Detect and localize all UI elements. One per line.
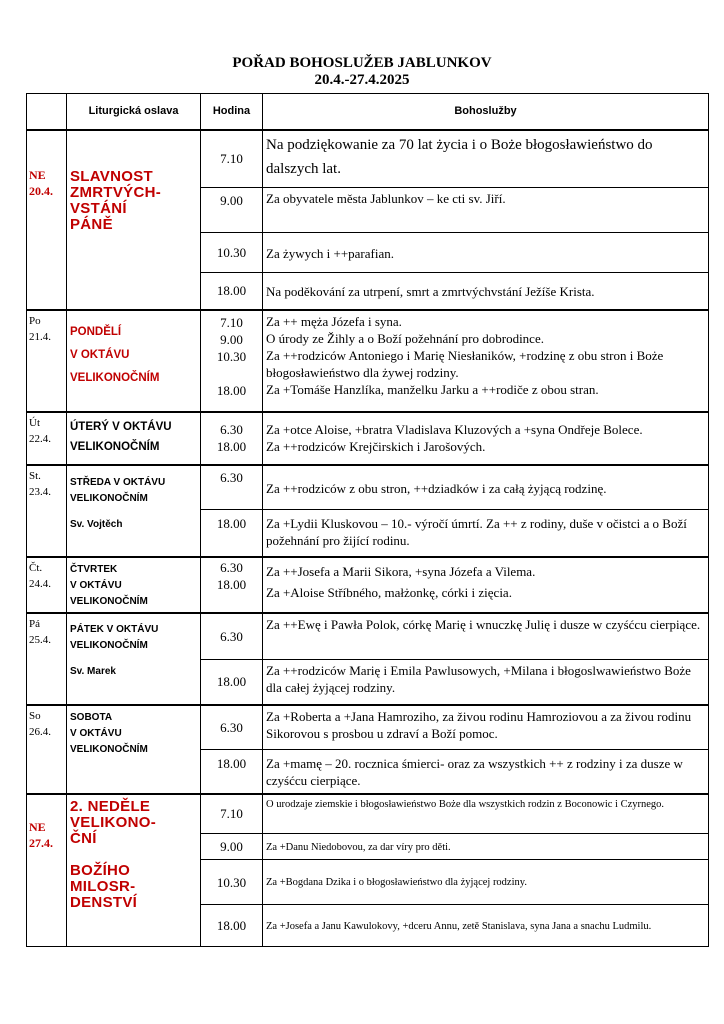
day-cell	[27, 794, 67, 947]
day-date: 26.4.	[29, 725, 51, 738]
feast-cell	[67, 613, 201, 705]
feast-line: ZMRTVÝCH-	[70, 183, 162, 201]
mass-intention: Za +Lydii Kluskovou – 10.- výročí úmrtí. Za ++ z rodiny, duše v očistci a o Boží požehnání pro žijící rodinu.	[263, 510, 709, 557]
table-row	[27, 557, 709, 613]
mass-time: 7.10	[201, 794, 263, 834]
feast-line: VSTÁNÍ	[70, 199, 127, 217]
mass-time: 10.30	[216, 348, 247, 364]
mass-time: 18.00	[216, 382, 247, 398]
mass-time: 7.10	[220, 314, 243, 330]
day-name: NE	[29, 819, 46, 834]
day-date: 23.4.	[29, 485, 51, 498]
mass-intentions	[263, 310, 709, 412]
date-range: 20.4.-27.4.2025	[314, 72, 410, 88]
mass-times	[201, 412, 263, 465]
feast-line: SOBOTA	[70, 711, 113, 723]
schedule-table	[26, 93, 709, 947]
feast-line: ČNÍ	[70, 829, 97, 847]
day-cell	[27, 412, 67, 465]
feast-line: SLAVNOST	[70, 167, 153, 185]
mass-intention: Za +Bogdana Dzika i o błogosławieństwo dla żyjącej rodziny.	[263, 860, 709, 905]
mass-time: 18.00	[201, 273, 263, 310]
mass-time: 6.30	[220, 421, 243, 437]
feast-cell	[67, 412, 201, 465]
feast-line: DENSTVÍ	[70, 893, 138, 911]
page-title: POŘAD BOHOSLUŽEB JABLUNKOV	[232, 55, 492, 71]
day-date: 21.4.	[29, 330, 51, 343]
mass-intention: Za żywych i ++parafian.	[263, 233, 709, 273]
feast-line: STŘEDA V OKTÁVU	[70, 476, 166, 488]
table-row	[27, 613, 709, 660]
feast-line: PÁTEK V OKTÁVU	[70, 623, 159, 635]
mass-time: 10.30	[201, 233, 263, 273]
mass-intention: Za +Roberta a +Jana Hamroziho, za živou rodinu Hamroziovou a za živou rodinu Sikorovou s prosbou u zdraví a Boží pomoc.	[263, 705, 709, 750]
mass-intention: Za ++rodziców Marię i Emila Pawlusowych, +Milana i błogoslwawieństwo Boże dla całej żyjącej rodziny.	[263, 660, 709, 705]
mass-times	[201, 557, 263, 613]
mass-intention: Za +Danu Niedobovou, za dar víry pro děti.	[263, 834, 709, 860]
feast-line: ČTVRTEK	[70, 563, 118, 575]
mass-intention: Na podziękowanie za 70 lat życia i o Boże błogosławieństwo do dalszych lat.	[263, 130, 709, 188]
mass-time: 6.30	[201, 705, 263, 750]
feast-cell	[67, 465, 201, 557]
feast-line: V OKTÁVU	[70, 348, 130, 361]
day-date: 27.4.	[29, 835, 53, 850]
mass-time-spacer	[201, 365, 262, 382]
table-row	[27, 465, 709, 510]
mass-time: 6.30	[201, 465, 263, 510]
mass-time: 18.00	[216, 438, 247, 454]
feast-spacer	[70, 847, 200, 863]
table-row	[27, 705, 709, 750]
feast-cell	[67, 794, 201, 947]
header-row	[27, 94, 709, 130]
header-hour: Hodina	[201, 94, 263, 130]
mass-intention: Na poděkování za utrpení, smrt a zmrtvýchvstání Ježíše Krista.	[263, 273, 709, 310]
feast-line: VELIKONOČNÍM	[70, 371, 160, 384]
day-name: St.	[29, 469, 41, 482]
mass-times	[201, 310, 263, 412]
mass-intention: O urodzaje ziemskie i błogosławieństwo Boże dla wszystkich rodzin z Boconowic i Czyrnego.	[263, 794, 709, 834]
header-liturgy: Liturgická oslava	[67, 94, 201, 130]
feast-line: ÚTERÝ V OKTÁVU	[70, 420, 172, 433]
table-row	[27, 794, 709, 834]
day-name: Čt.	[29, 561, 43, 574]
mass-intentions	[263, 412, 709, 465]
mass-time: 18.00	[201, 660, 263, 705]
mass-intentions	[263, 557, 709, 613]
feast-cell	[67, 705, 201, 794]
mass-intention: Za ++rodziców z obu stron, ++dziadków i za całą żyjącą rodzinę.	[263, 465, 709, 510]
feast-saint: Sv. Vojtěch	[70, 518, 123, 530]
feast-cell	[67, 310, 201, 412]
day-date: 24.4.	[29, 577, 51, 590]
mass-intention: Za +Tomáše Hanzlíka, manželku Jarku a ++rodiče z obou stran.	[266, 381, 599, 397]
table-row	[27, 310, 709, 412]
mass-intention: Za obyvatele města Jablunkov – ke cti sv. Jiří.	[263, 188, 709, 233]
day-name: So	[29, 709, 41, 722]
feast-line: VELIKONOČNÍM	[70, 595, 148, 607]
mass-time: 6.30	[220, 559, 243, 575]
mass-time: 9.00	[201, 834, 263, 860]
day-cell	[27, 465, 67, 557]
day-cell	[27, 705, 67, 794]
mass-time: 18.00	[216, 576, 247, 592]
day-cell	[27, 310, 67, 412]
feast-line: PONDĚLÍ	[70, 325, 122, 338]
mass-intention: Za +Aloise Stříbného, małżonkę, córki i zięcia.	[266, 584, 512, 600]
feast-line: PÁNĚ	[70, 215, 113, 233]
header-day	[27, 94, 67, 130]
mass-time: 6.30	[201, 613, 263, 660]
mass-intention: Za ++Ewę i Pawła Polok, córkę Marię i wnuczkę Julię i dusze w czyśćcu cierpiące.	[263, 613, 709, 660]
mass-intention: Za ++ męża Józefa i syna.	[266, 313, 402, 329]
feast-line: VELIKONOČNÍM	[70, 440, 160, 453]
mass-time: 9.00	[220, 331, 243, 347]
mass-time: 18.00	[201, 905, 263, 947]
table-row	[27, 130, 709, 188]
day-name: Út	[29, 416, 40, 429]
feast-line: VELIKONOČNÍM	[70, 743, 148, 755]
mass-time: 9.00	[201, 188, 263, 233]
mass-intention: Za +Josefa a Janu Kawulokovy, +dceru Annu, zetě Stanislava, syna Jana a snachu Ludmilu.	[263, 905, 709, 947]
day-cell	[27, 613, 67, 705]
header-services: Bohoslužby	[263, 94, 709, 130]
feast-line: VELIKONO-	[70, 813, 157, 831]
mass-intention: Za +otce Aloise, +bratra Vladislava Kluzových a +syna Ondřeje Bolece.	[266, 421, 643, 437]
day-name: Pá	[29, 617, 40, 630]
feast-line: BOŽÍHO	[70, 861, 131, 879]
table-row	[27, 412, 709, 465]
day-date: 25.4.	[29, 633, 51, 646]
mass-time: 7.10	[201, 130, 263, 188]
day-date: 22.4.	[29, 432, 51, 445]
mass-intention: Za ++rodziców Krejčirskich i Jarošových.	[266, 438, 486, 454]
day-cell	[27, 557, 67, 613]
feast-cell	[67, 130, 201, 310]
mass-intention: Za ++Josefa a Marii Sikora, +syna Józefa a Vilema.	[266, 563, 536, 579]
day-cell	[27, 130, 67, 310]
day-date: 20.4.	[29, 183, 53, 198]
feast-saint: Sv. Marek	[70, 665, 116, 677]
mass-intention: Za +mamę – 20. rocznica śmierci- oraz za wszystkich ++ z rodziny i za dusze w czyśćcu cierpiące.	[263, 750, 709, 794]
feast-line: VELIKONOČNÍM	[70, 639, 148, 651]
mass-intention: Za ++rodziców Antoniego i Marię Niesłaników, +rodzinę z obu stron i Boże błogosławieństwo dla żywej rodziny.	[266, 347, 664, 380]
day-name: NE	[29, 167, 46, 182]
feast-line: V OKTÁVU	[70, 579, 122, 591]
feast-cell	[67, 557, 201, 613]
mass-time: 10.30	[201, 860, 263, 905]
feast-line: 2. NEDĚLE	[70, 797, 151, 815]
feast-line: V OKTÁVU	[70, 727, 122, 739]
feast-line: VELIKONOČNÍM	[70, 492, 148, 504]
mass-intention: O úrody ze Žihly a o Boží požehnání pro dobrodince.	[266, 330, 544, 346]
mass-time: 18.00	[201, 750, 263, 794]
day-name: Po	[29, 314, 41, 327]
mass-time: 18.00	[201, 510, 263, 557]
feast-line: MILOSR-	[70, 877, 136, 895]
